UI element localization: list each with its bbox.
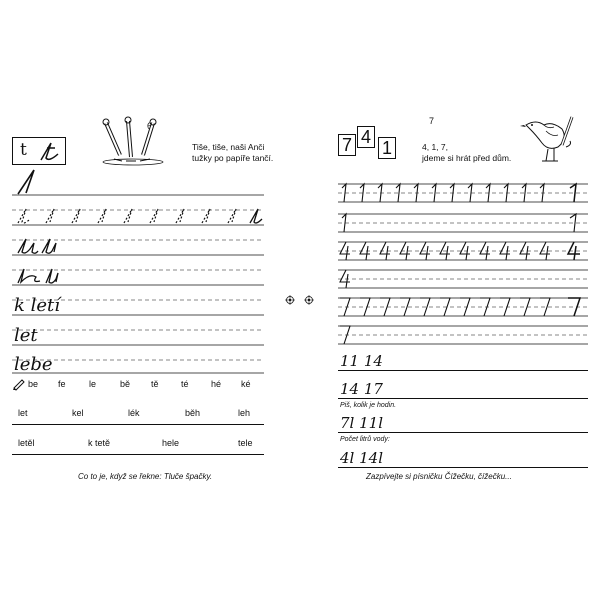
word: běh xyxy=(185,408,201,418)
footer-left: Co to je, když se řekne: Tluče špačky. xyxy=(78,472,213,481)
syllable: tě xyxy=(151,379,159,389)
word: kel xyxy=(72,408,84,418)
word: lék xyxy=(128,408,140,418)
caption-water: Počet litrů vody: xyxy=(340,436,390,443)
poem-line: tužky po papíře tančí. xyxy=(192,153,274,163)
page-number-right: 7 xyxy=(429,116,435,126)
cursive-line-3: lebe xyxy=(14,354,53,375)
cursive-line-1: k letí xyxy=(14,295,61,316)
writing-line xyxy=(338,370,588,371)
print-letter: t xyxy=(20,140,27,160)
cursive-numbers-1: 11 14 xyxy=(340,352,383,370)
number-card: 4 xyxy=(357,126,375,148)
caption-hours: Piš, kolik je hodin. xyxy=(340,402,397,409)
writing-line xyxy=(338,398,588,399)
cursive-numbers-3: 7l 11l xyxy=(340,414,383,432)
writing-line xyxy=(338,467,588,468)
syllable: ké xyxy=(241,379,251,389)
footer-right: Zazpívejte si písničku Čížečku, čížečku... xyxy=(366,472,512,481)
syllable: té xyxy=(181,379,189,389)
poem-line: Tiše, tiše, naši Anči xyxy=(192,142,265,152)
poem-right xyxy=(422,142,511,164)
syllable: hé xyxy=(211,379,222,389)
number-card: 7 xyxy=(338,134,356,156)
poem-line: 4, 1, 7, xyxy=(422,142,448,152)
writing-lines-right xyxy=(338,172,598,372)
syllable: le xyxy=(89,379,97,389)
writing-line xyxy=(12,454,264,455)
number-card: 1 xyxy=(378,137,396,159)
cursive-numbers-2: 14 17 xyxy=(340,380,383,398)
word: let xyxy=(18,408,28,418)
pencil-icon xyxy=(12,376,26,390)
poem-line: jdeme si hrát před dům. xyxy=(422,153,512,163)
right-page xyxy=(300,0,600,600)
pencils-illustration-icon xyxy=(98,115,168,165)
cursive-letter-t xyxy=(13,138,65,164)
syllable: bě xyxy=(120,379,131,389)
writing-line xyxy=(338,432,588,433)
syllable: fe xyxy=(58,379,66,389)
word: k tetě xyxy=(88,438,111,448)
word: tele xyxy=(238,438,253,448)
writing-line xyxy=(12,424,264,425)
syllable: be xyxy=(28,379,39,389)
word: letěl xyxy=(18,438,35,448)
cursive-line-2: let xyxy=(14,325,38,346)
word: leh xyxy=(238,408,251,418)
page-number-left: 6 xyxy=(147,121,153,131)
word: hele xyxy=(162,438,180,448)
poem-left xyxy=(192,142,273,164)
letter-box xyxy=(12,137,66,165)
cursive-numbers-4: 4l 14l xyxy=(340,449,383,467)
bird-illustration-icon xyxy=(522,115,582,165)
